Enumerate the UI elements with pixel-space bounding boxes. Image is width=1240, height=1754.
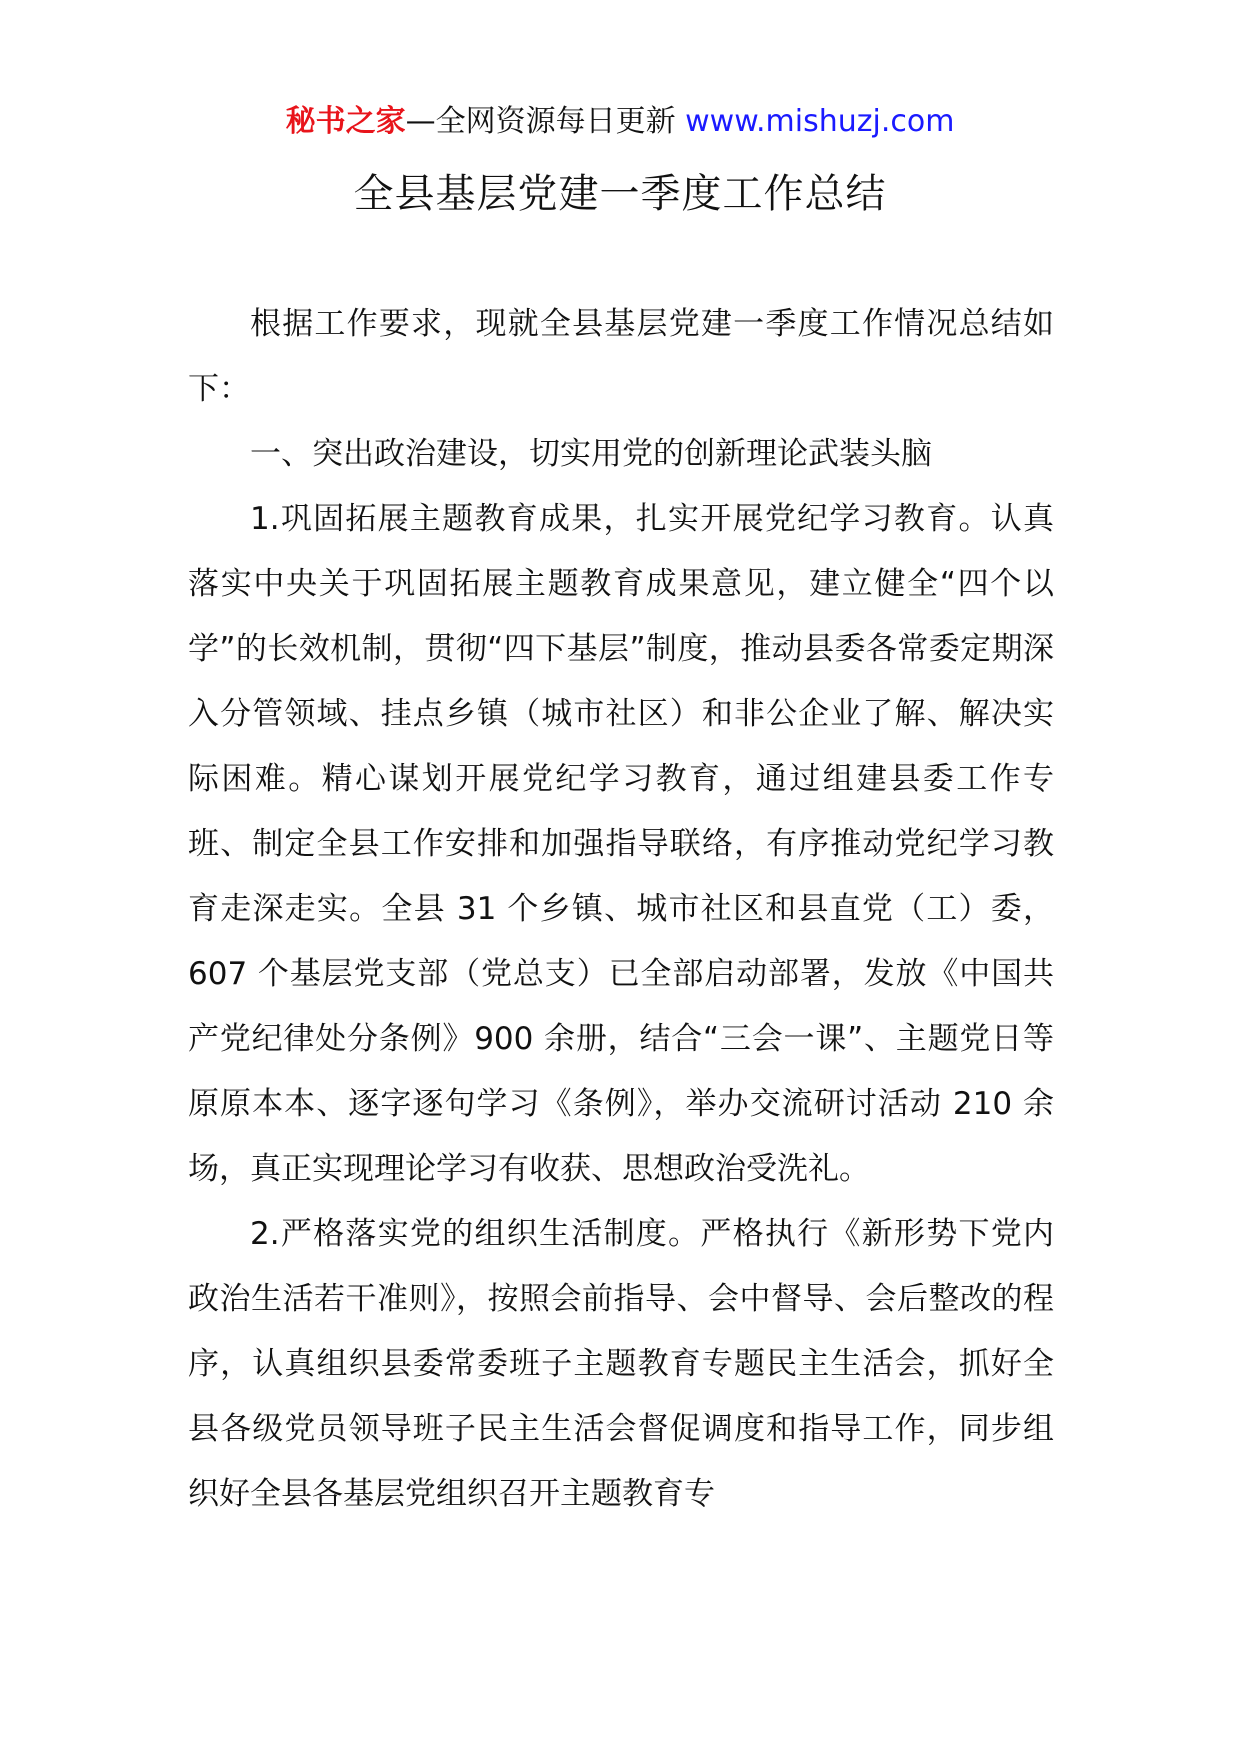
site-slogan: —全网资源每日更新 <box>405 104 676 139</box>
site-brand: 秘书之家 <box>285 104 406 139</box>
document-body <box>188 292 1054 1527</box>
document-title: 全县基层党建一季度工作总结 <box>353 171 887 217</box>
site-header-banner <box>0 100 1240 144</box>
paragraph-item-1: 1.巩固拓展主题教育成果，扎实开展党纪学习教育。认真落实中央关于巩固拓展主题教育成果意见，建立健全“四个以学”的长效机制，贯彻“四下基层”制度，推动县委各常委定期深入分管领域、挂点乡镇（城市社区）和非公企业了解、解决实际困难。精心谋划开展党纪学习教育，通过组建县委工作专班、制定全县工作安排和加强指导联络，有序推动党纪学习教育走深走实。全县 31 个乡镇、城市社区和县直党（工）委，607 个基层党支部（党总支）已全部启动部署，发放《中国共产党纪律处分条例》900 余册，结合“三会一课”、主题党日等原原本本、逐字逐句学习《条例》，举办交流研讨活动 210 余场，真正实现理论学习有收获、思想政治受洗礼。 <box>188 501 1054 1187</box>
paragraph-intro: 根据工作要求，现就全县基层党建一季度工作情况总结如下： <box>188 306 1054 407</box>
site-url-link[interactable]: www.mishuzj.com <box>685 104 955 139</box>
section-heading-1: 一、突出政治建设，切实用党的创新理论武装头脑 <box>250 436 932 472</box>
paragraph-item-2: 2.严格落实党的组织生活制度。严格执行《新形势下党内政治生活若干准则》，按照会前指导、会中督导、会后整改的程序，认真组织县委常委班子主题教育专题民主生活会，抓好全县各级党员领导班子民主生活会督促调度和指导工作，同步组织好全县各基层党组织召开主题教育专 <box>188 1216 1054 1512</box>
